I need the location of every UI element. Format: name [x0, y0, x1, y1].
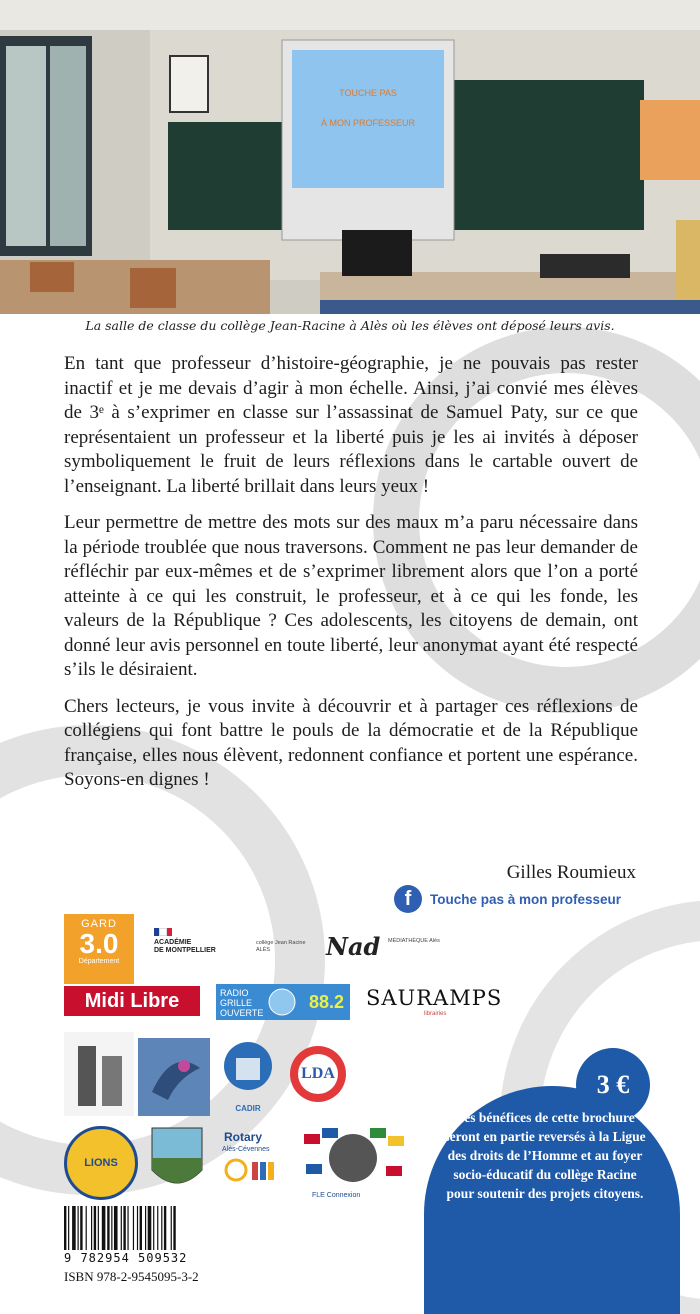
cadir-emblem-icon [220, 1040, 276, 1100]
sauramps-subtitle: librairies [424, 1011, 447, 1017]
nad-subtitle: MÉDIATHÈQUE Alès [388, 938, 440, 944]
isbn-number: ISBN 978-2-9545095-3-2 [64, 1269, 199, 1284]
crest-logo [148, 1124, 206, 1196]
barcode-icon [64, 1206, 210, 1252]
screen-text-1: TOUCHE PAS [339, 88, 397, 98]
radio-line2: GRILLE [220, 998, 253, 1008]
nad-logo: Nad [326, 932, 381, 961]
lda-logo [290, 1046, 346, 1102]
facebook-label: Touche pas à mon professeur [430, 891, 622, 907]
classroom-photo [0, 0, 700, 314]
benefits-text: Les bénéfices de cette brochure seront en partie reversés à la Ligue des droits de l’Homme et au foyer socio-éducatif du collège Racine pour soutenir des projets citoyens. [444, 1110, 646, 1201]
french-flag-icon [154, 928, 172, 936]
fle-connexion-label: FLE Connexion [312, 1192, 361, 1199]
radio-line3: OUVERTE [220, 1008, 264, 1018]
cadir-label: CADIR [235, 1104, 261, 1113]
paragraph-3: Chers lecteurs, je vous invite à découvrir et à partager ces réflexions de collégiens qui font battre le pouls de la démocratie et de la République française, elles nous élèvent, redonnent confiance et portent une espérance. Soyons-en dignes ! [64, 695, 638, 790]
author-signature: Gilles Roumieux [506, 862, 636, 883]
price-badge: 3 € [576, 1048, 650, 1122]
rotary-subtitle: Alès-Cévennes [222, 1146, 270, 1153]
gard-sub: Département [78, 958, 120, 965]
academie-line2: DE MONTPELLIER [154, 947, 216, 954]
college-logo: collège Jean Racine ALÈS [256, 940, 306, 953]
screen-text-2: À MON PROFESSEUR [320, 118, 416, 128]
bird-artwork [138, 1038, 210, 1116]
midi-libre-logo: Midi Libre [64, 986, 200, 1016]
flags-globe-logo [300, 1124, 406, 1190]
paragraph-1: En tant que professeur d’histoire-géographie, je ne pouvais pas rester inactif et je me devais d’agir à mon échelle. Ainsi, j’ai convié mes élèves de 3ᵉ à s’exprimer en classe sur l’assassinat de Samuel Paty, sur ce que représentaient un professeur et la liberté puis je les ai invités à déposer symboliquement le fruit de leurs réflexions dans le cartable ouvert de l’enseignant. La liberté brillait dans leurs yeux ! [64, 353, 638, 497]
body-text [64, 352, 638, 805]
rotary-logo: Rotary [224, 1130, 263, 1144]
lions-label: LIONS [84, 1157, 118, 1169]
globe-icon [266, 988, 298, 1016]
sauramps-logo: SAURAMPS [366, 986, 503, 1010]
academie-line1: ACADÉMIE [154, 939, 192, 946]
monument-photo [64, 1032, 134, 1116]
radio-grille-ouverte-logo [216, 984, 350, 1020]
gard-top: GARD [81, 918, 117, 930]
academie-logo [154, 928, 244, 955]
radio-frequency: 88.2 [308, 992, 344, 1012]
facebook-icon: f [394, 885, 422, 913]
facebook-link[interactable] [394, 884, 621, 914]
paragraph-2: Leur permettre de mettre des mots sur des maux m’a paru nécessaire dans la période troublée que nous traversons. Comment ne pas leur demander de réfléchir par eux-mêmes et de s’exprimer librement alors que l’on a porté atteinte à ce qui les construit, le professeur, et à ce qui les fonde, les valeurs de la République ? Ces adolescents, les citoyens de demain, ont donné leur avis personnel en toute liberté, leur anonymat ayant été respecté s’ils le désiraient. [64, 512, 638, 680]
gard-number: 3.0 [79, 928, 119, 959]
barcode-digits: 9 782954 509532 [64, 1251, 188, 1265]
photo-caption: La salle de classe du collège Jean-Racine à Alès où les élèves ont déposé leurs avis. [85, 318, 615, 333]
lions-club-logo [64, 1126, 138, 1200]
rotary-wheel-icon [224, 1158, 284, 1186]
gard-logo [64, 914, 134, 984]
cadir-logo [220, 1040, 276, 1112]
lda-label: LDA [301, 1065, 335, 1082]
radio-line1: RADIO [220, 988, 249, 998]
classroom-illustration [0, 0, 700, 314]
